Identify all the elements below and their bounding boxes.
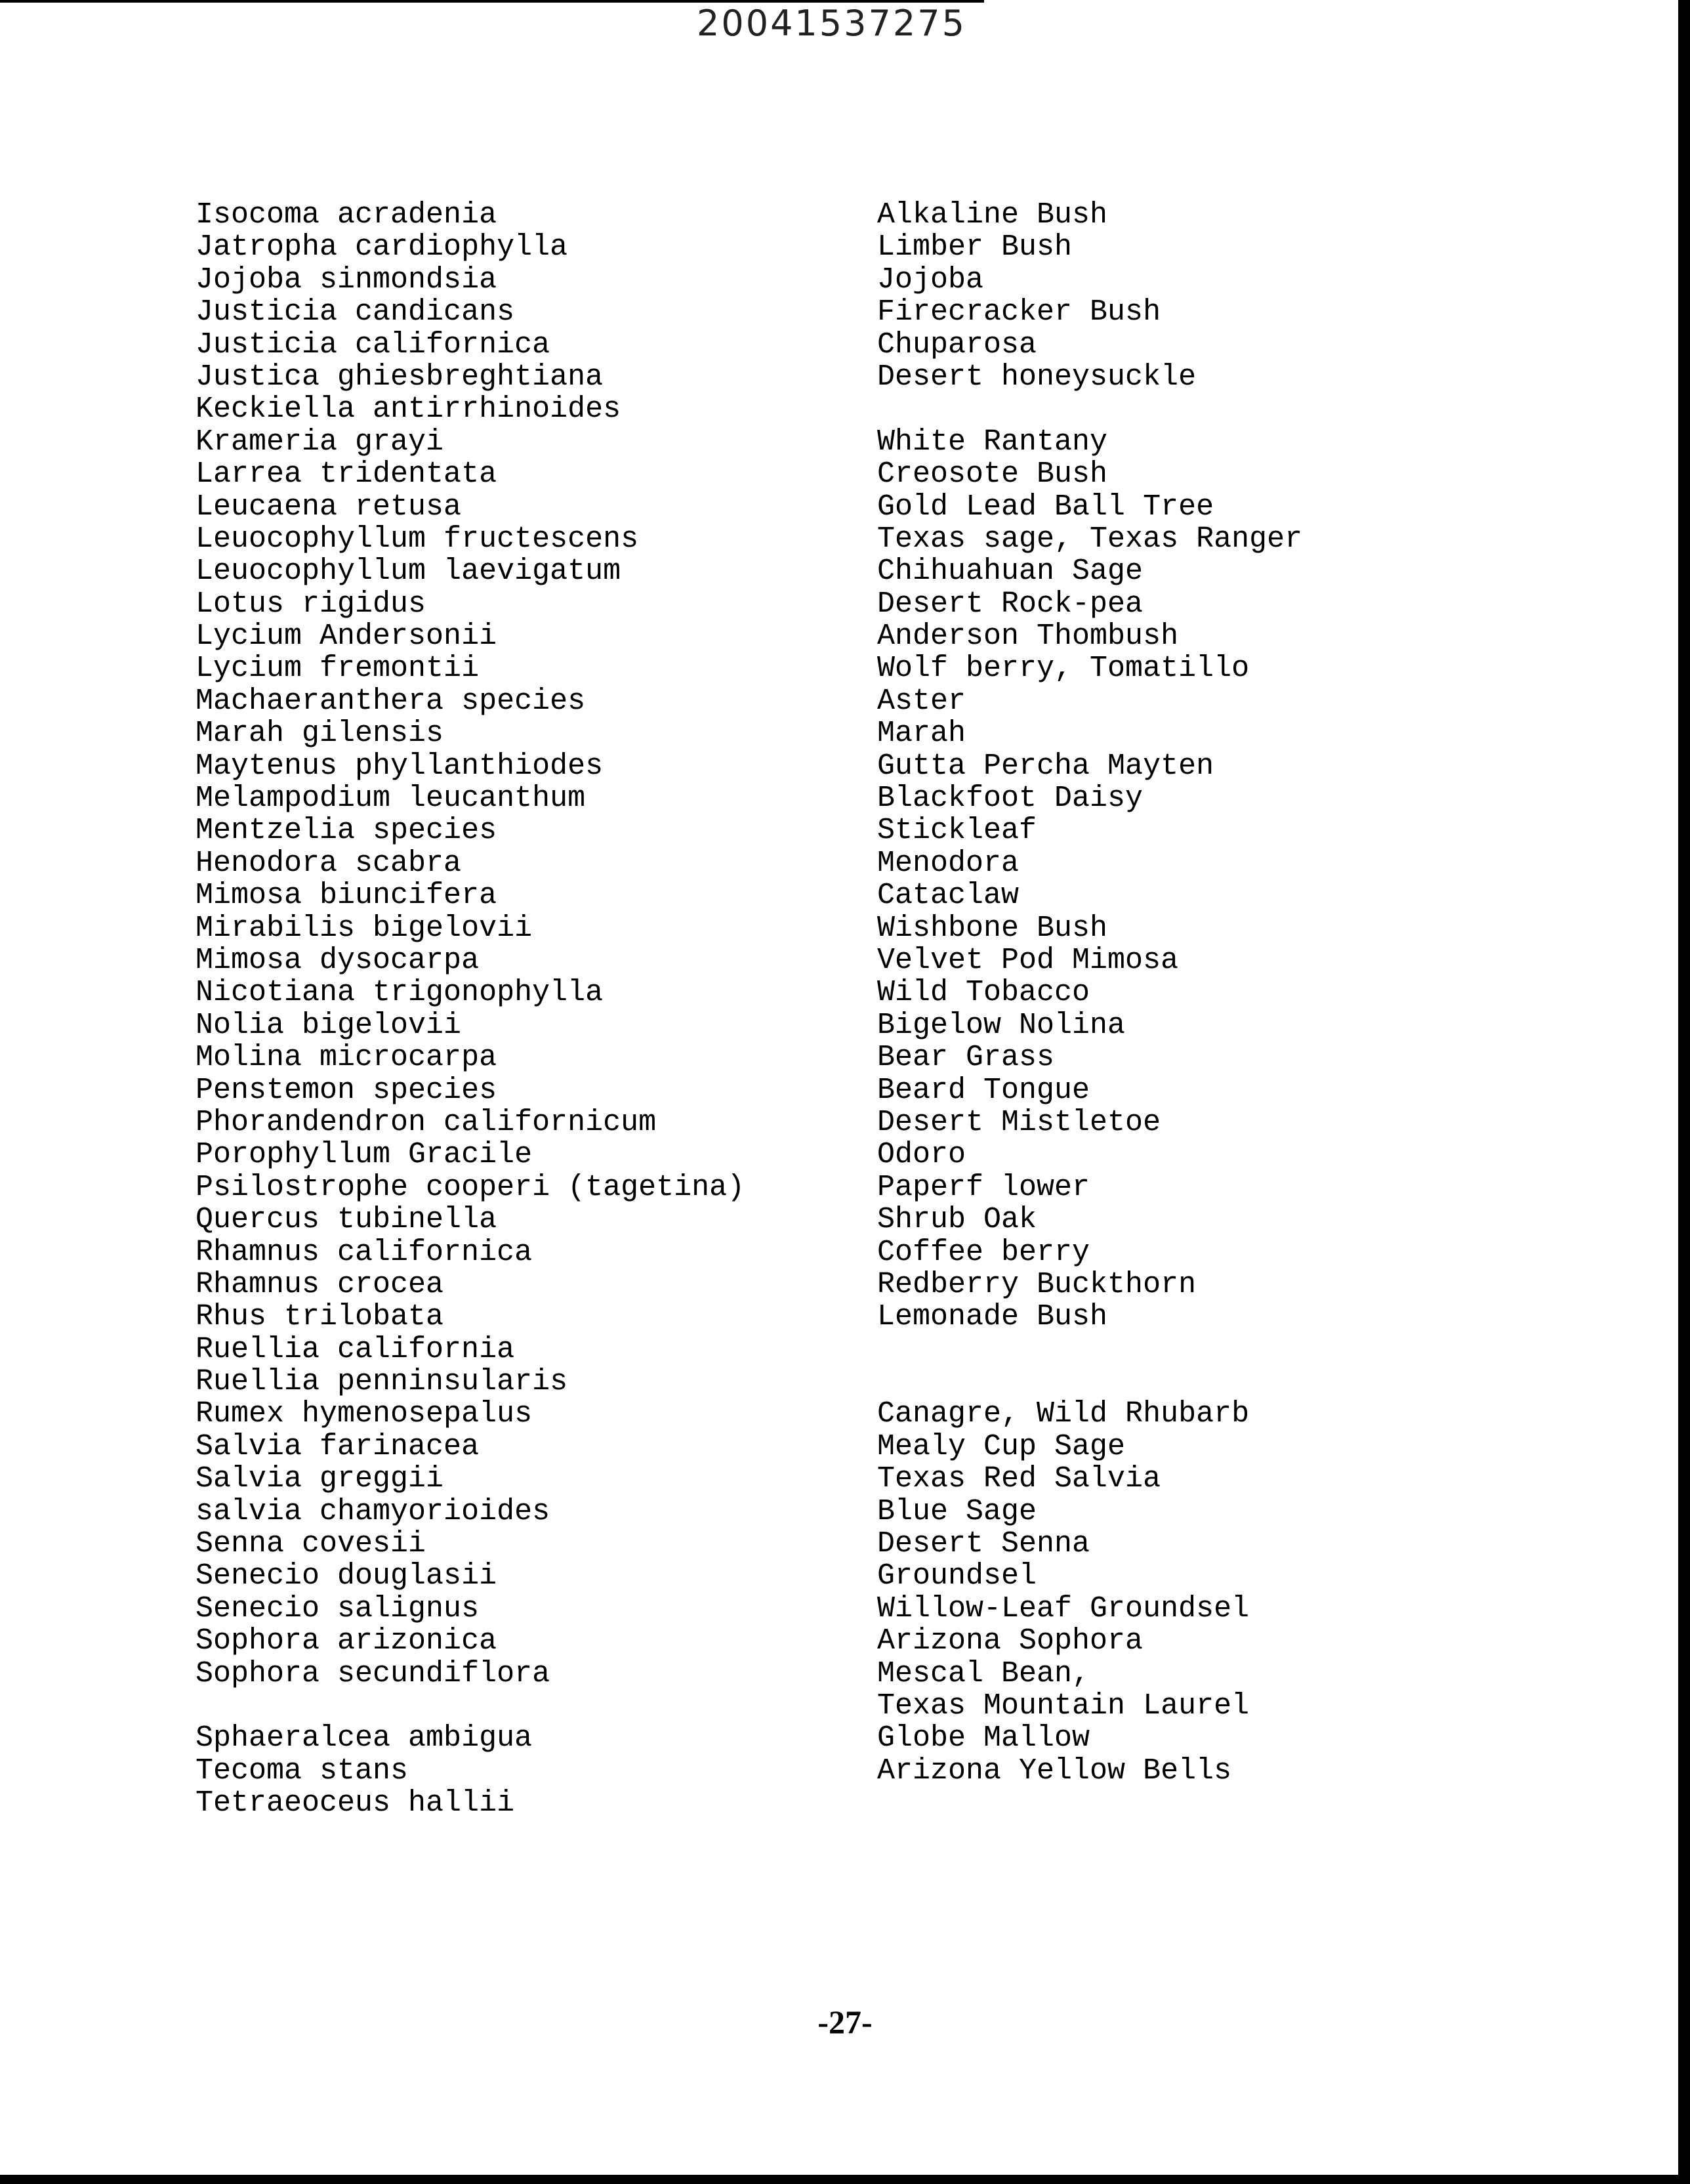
common-name-item — [877, 1366, 1302, 1398]
common-name-item: Wild Tobacco — [877, 976, 1090, 1010]
common-name-item: Menodora — [877, 846, 1020, 880]
common-name-item: Redberry Buckthorn — [877, 1267, 1197, 1301]
common-name-item: Alkaline Bush — [877, 198, 1108, 232]
common-name-item: Aster — [877, 684, 966, 718]
latin-name-item: Senna covesii — [196, 1527, 426, 1561]
common-name-item: Desert Rock-pea — [877, 587, 1144, 621]
latin-name-item: Larrea tridentata — [196, 457, 497, 492]
latin-name-item: Rhus trilobata — [196, 1300, 444, 1334]
document-id: 20041537275 — [697, 3, 966, 44]
latin-name-item: Krameria grayi — [196, 425, 444, 459]
common-name-item: Chuparosa — [877, 327, 1037, 362]
latin-name-item: Machaeranthera species — [196, 684, 586, 718]
common-name-item: Desert Senna — [877, 1527, 1090, 1561]
common-name-item — [877, 393, 1302, 425]
latin-name-item: Rhamnus crocea — [196, 1267, 444, 1301]
common-name-item: Mealy Cup Sage — [877, 1429, 1126, 1463]
latin-name-item: Senecio salignus — [196, 1591, 480, 1626]
common-name-item: Wishbone Bush — [877, 911, 1108, 945]
common-name-item: Groundsel — [877, 1559, 1037, 1593]
common-name-item — [877, 1334, 1302, 1366]
common-name-item: Beard Tongue — [877, 1073, 1090, 1107]
bottom-scan-border — [0, 2175, 1690, 2184]
common-name-item: Arizona Yellow Bells — [877, 1754, 1232, 1788]
common-name-item: White Rantany — [877, 425, 1108, 459]
latin-name-item: Ruellia penninsularis — [196, 1365, 568, 1399]
latin-name-item: Melampodium leucanthum — [196, 782, 586, 816]
common-name-item: Odoro — [877, 1138, 966, 1172]
latin-name-item: Tecoma stans — [196, 1754, 409, 1788]
latin-name-item: Rumex hymenosepalus — [196, 1397, 533, 1431]
latin-name-item: Mirabilis bigelovii — [196, 911, 533, 945]
common-name-item: Willow-Leaf Groundsel — [877, 1591, 1250, 1626]
common-name-item: Texas Red Salvia — [877, 1462, 1161, 1496]
latin-name-item: Senecio douglasii — [196, 1559, 497, 1593]
common-name-item: Jojoba — [877, 262, 984, 297]
common-name-item: Coffee berry — [877, 1235, 1090, 1269]
common-name-item: Globe Mallow — [877, 1721, 1090, 1755]
common-name-item: Texas sage, Texas Ranger — [877, 522, 1303, 556]
common-name-item: Limber Bush — [877, 230, 1073, 264]
latin-name-item: Rhamnus californica — [196, 1235, 533, 1269]
common-name-item: Canagre, Wild Rhubarb — [877, 1397, 1250, 1431]
latin-name-item: Maytenus phyllanthiodes — [196, 749, 604, 783]
latin-name-item: Mimosa dysocarpa — [196, 943, 480, 977]
common-name-item: Mescal Bean, — [877, 1656, 1090, 1690]
latin-name-item: Jojoba sinmondsia — [196, 262, 497, 297]
latin-name-item: Nicotiana trigonophylla — [196, 976, 604, 1010]
common-name-item: Firecracker Bush — [877, 295, 1161, 329]
latin-name-item: Lycium fremontii — [196, 652, 480, 686]
latin-name-item: Psilostrophe cooperi (tagetina) — [196, 1170, 745, 1204]
latin-name-item: Penstemon species — [196, 1073, 497, 1107]
common-name-item — [877, 1787, 1302, 1819]
common-name-item: Marah — [877, 717, 966, 751]
latin-name-item: Justica ghiesbreghtiana — [196, 360, 604, 394]
common-name-item: Lemonade Bush — [877, 1300, 1108, 1334]
common-names-column — [877, 199, 1302, 1820]
latin-name-item: Lotus rigidus — [196, 587, 426, 621]
common-name-item: Blue Sage — [877, 1494, 1037, 1528]
latin-name-item: Lycium Andersonii — [196, 620, 497, 654]
right-scan-border — [1678, 0, 1690, 2184]
common-name-item: Blackfoot Daisy — [877, 782, 1144, 816]
latin-name-item: Quercus tubinella — [196, 1203, 497, 1237]
common-name-item: Paperf lower — [877, 1170, 1090, 1204]
common-name-item: Shrub Oak — [877, 1203, 1037, 1237]
common-name-item: Velvet Pod Mimosa — [877, 943, 1179, 977]
latin-name-item — [196, 1690, 745, 1722]
latin-name-item: Tetraeoceus hallii — [196, 1786, 515, 1820]
common-name-item: Anderson Thombush — [877, 620, 1179, 654]
latin-name-item: Salvia farinacea — [196, 1429, 480, 1463]
latin-name-item: Sophora arizonica — [196, 1624, 497, 1658]
latin-name-item: Isocoma acradenia — [196, 198, 497, 232]
latin-name-item: salvia chamyorioides — [196, 1494, 550, 1528]
common-name-item: Desert Mistletoe — [877, 1105, 1161, 1139]
latin-name-item: Leucaena retusa — [196, 490, 462, 524]
latin-name-item: Sophora secundiflora — [196, 1656, 550, 1690]
common-name-item: Gutta Percha Mayten — [877, 749, 1214, 783]
latin-name-item: Marah gilensis — [196, 717, 444, 751]
latin-names-column — [196, 199, 745, 1820]
latin-name-item: Justicia californica — [196, 327, 550, 362]
common-name-item: Wolf berry, Tomatillo — [877, 652, 1250, 686]
latin-name-item: Nolia bigelovii — [196, 1008, 462, 1042]
latin-name-item: Salvia greggii — [196, 1462, 444, 1496]
common-name-item: Creosote Bush — [877, 457, 1108, 492]
page-number: -27- — [817, 2004, 873, 2040]
latin-name-item: Henodora scabra — [196, 846, 462, 880]
common-name-item: Bear Grass — [877, 1041, 1055, 1075]
common-name-item: Desert honeysuckle — [877, 360, 1197, 394]
latin-name-item: Ruellia california — [196, 1332, 515, 1366]
latin-name-item: Porophyllum Gracile — [196, 1138, 533, 1172]
common-name-item: Cataclaw — [877, 879, 1020, 913]
latin-name-item: Leuocophyllum laevigatum — [196, 555, 621, 589]
common-name-item: Gold Lead Ball Tree — [877, 490, 1214, 524]
latin-name-item: Justicia candicans — [196, 295, 515, 329]
common-name-item: Arizona Sophora — [877, 1624, 1144, 1658]
common-name-item: Chihuahuan Sage — [877, 555, 1144, 589]
latin-name-item: Phorandendron californicum — [196, 1105, 657, 1139]
latin-name-item: Jatropha cardiophylla — [196, 230, 568, 264]
common-name-item: Bigelow Nolina — [877, 1008, 1126, 1042]
latin-name-item: Molina microcarpa — [196, 1041, 497, 1075]
common-name-item: Texas Mountain Laurel — [877, 1689, 1250, 1723]
common-name-item: Stickleaf — [877, 814, 1037, 848]
latin-name-item: Sphaeralcea ambigua — [196, 1721, 533, 1755]
latin-name-item: Mentzelia species — [196, 814, 497, 848]
latin-name-item: Mimosa biuncifera — [196, 879, 497, 913]
latin-name-item: Leuocophyllum fructescens — [196, 522, 639, 556]
latin-name-item: Keckiella antirrhinoides — [196, 392, 621, 427]
